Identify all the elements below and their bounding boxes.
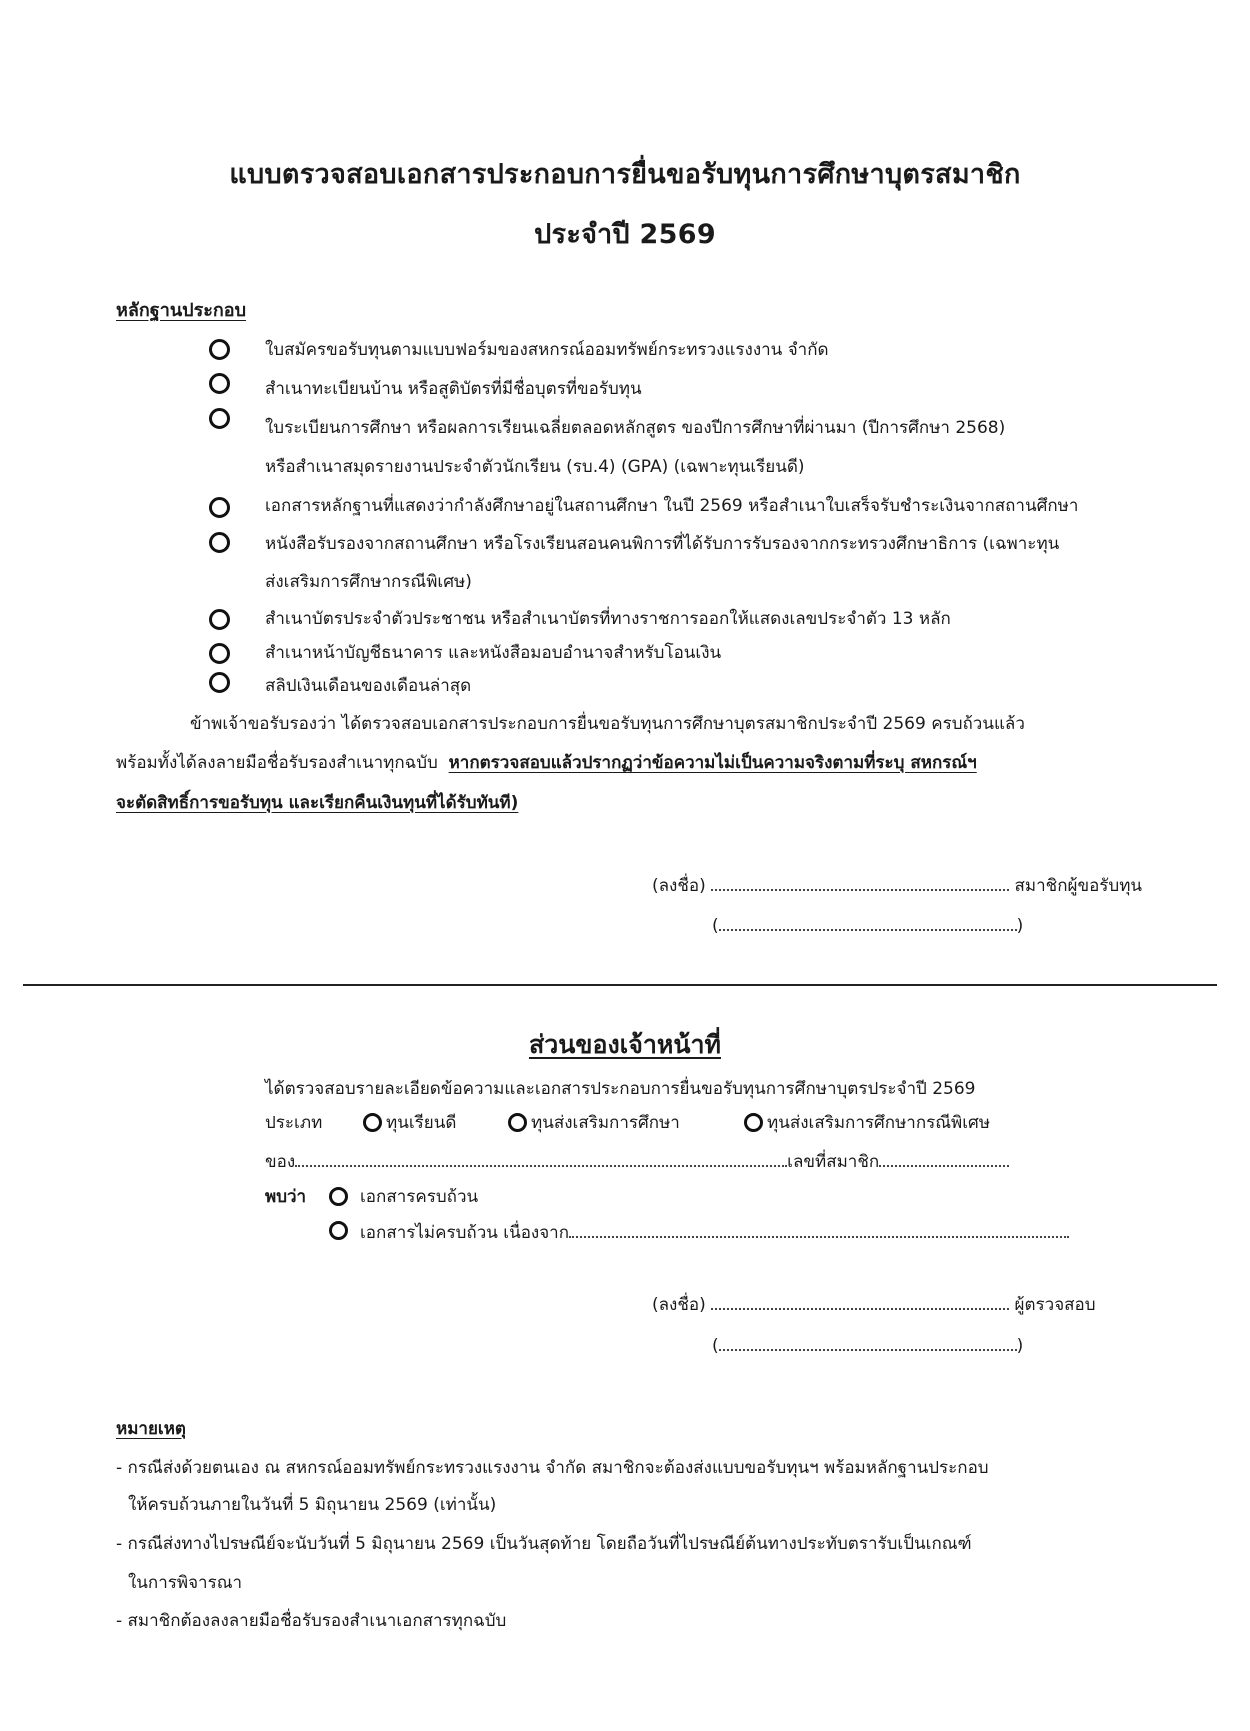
type-option-merit: ทุนเรียนดี <box>386 1113 457 1133</box>
radio-type-merit[interactable] <box>363 1113 382 1132</box>
member-role-label: สมาชิกผู้ขอรับทุน <box>1014 876 1143 896</box>
checklist-item-text-cont: ส่งเสริมการศึกษากรณีพิเศษ) <box>265 572 472 592</box>
type-option-education-support: ทุนส่งเสริมการศึกษา <box>531 1113 680 1133</box>
certification-warning-text: หากตรวจสอบแล้วปรากฏว่าข้อความไม่เป็นความจริงตามที่ระบุ สหกรณ์ฯ <box>448 753 977 773</box>
open-paren: ( <box>712 916 719 936</box>
checkbox-circle[interactable] <box>209 339 230 360</box>
form-title: แบบตรวจสอบเอกสารประกอบการยื่นขอรับทุนการศึกษาบุตรสมาชิก <box>229 159 1021 190</box>
note-item: - สมาชิกต้องลงลายมือชื่อรับรองสำเนาเอกสารทุกฉบับ <box>116 1611 507 1631</box>
checklist-item-text: สลิปเงินเดือนของเดือนล่าสุด <box>265 676 472 696</box>
checklist-item-text: ใบระเบียนการศึกษา หรือผลการเรียนเฉลี่ยตลอดหลักสูตร ของปีการศึกษาที่ผ่านมา (ปีการศึกษา 2568) <box>265 418 1006 438</box>
officer-section-heading: ส่วนของเจ้าหน้าที่ <box>528 1030 722 1059</box>
certification-plain-text: พร้อมทั้งได้ลงลายมือชื่อรับรองสำเนาทุกฉบับ <box>116 753 438 773</box>
checkbox-circle[interactable] <box>209 643 230 664</box>
officer-name-row <box>712 1333 1023 1357</box>
type-option-special-case: ทุนส่งเสริมการศึกษากรณีพิเศษ <box>767 1113 991 1133</box>
note-item-cont: ในการพิจารณา <box>128 1573 243 1593</box>
member-printed-name-field[interactable] <box>719 913 1017 931</box>
note-item: - กรณีส่งด้วยตนเอง ณ สหกรณ์ออมทรัพย์กระทรวงแรงงาน จำกัด สมาชิกจะต้องส่งแบบขอรับทุนฯ พร้อมหลักฐานประกอบ <box>116 1458 989 1478</box>
radio-documents-incomplete[interactable] <box>329 1221 348 1240</box>
form-subtitle-year: ประจำปี 2569 <box>534 219 716 250</box>
evidence-heading: หลักฐานประกอบ <box>116 300 247 321</box>
note-item-cont: ให้ครบถ้วนภายในวันที่ 5 มิถุนายน 2569 (เท่านั้น) <box>128 1495 497 1515</box>
checklist-item-text-cont: หรือสำเนาสมุดรายงานประจำตัวนักเรียน (รบ.4) (GPA) (เฉพาะทุนเรียนดี) <box>265 457 805 477</box>
found-label: พบว่า <box>265 1187 307 1207</box>
officer-signature-field[interactable] <box>711 1292 1009 1310</box>
officer-printed-name-field[interactable] <box>719 1333 1017 1351</box>
checkbox-circle[interactable] <box>209 532 230 553</box>
checkbox-circle[interactable] <box>209 609 230 630</box>
of-label: ของ <box>265 1152 296 1172</box>
officer-role-label: ผู้ตรวจสอบ <box>1014 1295 1096 1315</box>
open-paren: ( <box>712 1336 719 1356</box>
close-paren: ) <box>1016 916 1024 936</box>
type-label: ประเภท <box>265 1113 323 1133</box>
checkbox-circle[interactable] <box>209 408 230 429</box>
certification-line-2 <box>116 752 977 774</box>
sign-label: (ลงชื่อ) <box>652 1295 706 1315</box>
officer-intro: ได้ตรวจสอบรายละเอียดข้อความและเอกสารประกอบการยื่นขอรับทุนการศึกษาบุตรประจำปี 2569 <box>265 1079 976 1099</box>
member-number-field[interactable] <box>879 1149 1009 1167</box>
checklist-item-text: ใบสมัครขอรับทุนตามแบบฟอร์มของสหกรณ์ออมทรัพย์กระทรวงแรงงาน จำกัด <box>265 340 829 360</box>
officer-signature-row <box>652 1292 1096 1316</box>
radio-documents-complete[interactable] <box>329 1187 348 1206</box>
member-signature-row <box>652 873 1142 897</box>
member-signature-field[interactable] <box>711 873 1009 891</box>
member-name-field[interactable] <box>295 1149 787 1167</box>
checklist-item-text: เอกสารหลักฐานที่แสดงว่ากำลังศึกษาอยู่ในสถานศึกษา ในปี 2569 หรือสำเนาใบเสร็จรับชำระเงินจากสถานศึกษา <box>265 496 1079 516</box>
checkbox-circle[interactable] <box>209 672 230 693</box>
checkbox-circle[interactable] <box>209 497 230 518</box>
checklist-item-text: สำเนาหน้าบัญชีธนาคาร และหนังสือมอบอำนาจสำหรับโอนเงิน <box>265 643 722 663</box>
incomplete-row <box>360 1220 1069 1244</box>
member-no-label: เลขที่สมาชิก <box>787 1152 880 1172</box>
section-divider <box>23 984 1217 986</box>
certification-line-3: จะตัดสิทธิ์การขอรับทุน และเรียกคืนเงินทุนที่ได้รับทันที) <box>116 793 519 813</box>
result-incomplete-label: เอกสารไม่ครบถ้วน เนื่องจาก <box>360 1223 570 1243</box>
checkbox-circle[interactable] <box>209 373 230 394</box>
note-item: - กรณีส่งทางไปรษณีย์จะนับวันที่ 5 มิถุนายน 2569 เป็นวันสุดท้าย โดยถือวันที่ไปรษณีย์ต้นทางประทับตรารับเป็นเกณฑ์ <box>116 1534 972 1554</box>
checklist-item-text: สำเนาทะเบียนบ้าน หรือสูติบัตรที่มีชื่อบุตรที่ขอรับทุน <box>265 379 642 399</box>
certification-line-1: ข้าพเจ้าขอรับรองว่า ได้ตรวจสอบเอกสารประกอบการยื่นขอรับทุนการศึกษาบุตรสมาชิกประจำปี 2569 ครบถ้วนแล้ว <box>190 714 1025 734</box>
member-name-row <box>712 913 1023 937</box>
member-of-row <box>265 1149 1009 1173</box>
incomplete-reason-field[interactable] <box>569 1220 1069 1238</box>
radio-type-education-support[interactable] <box>508 1113 527 1132</box>
close-paren: ) <box>1016 1336 1024 1356</box>
sign-label: (ลงชื่อ) <box>652 876 706 896</box>
result-complete-label: เอกสารครบถ้วน <box>360 1187 479 1207</box>
radio-type-special-case[interactable] <box>744 1113 763 1132</box>
checklist-item-text: หนังสือรับรองจากสถานศึกษา หรือโรงเรียนสอนคนพิการที่ได้รับการรับรองจากกระทรวงศึกษาธิการ (เฉพาะทุน <box>265 534 1060 554</box>
notes-heading: หมายเหตุ <box>116 1419 186 1439</box>
checklist-item-text: สำเนาบัตรประจำตัวประชาชน หรือสำเนาบัตรที่ทางราชการออกให้แสดงเลขประจำตัว 13 หลัก <box>265 609 951 629</box>
